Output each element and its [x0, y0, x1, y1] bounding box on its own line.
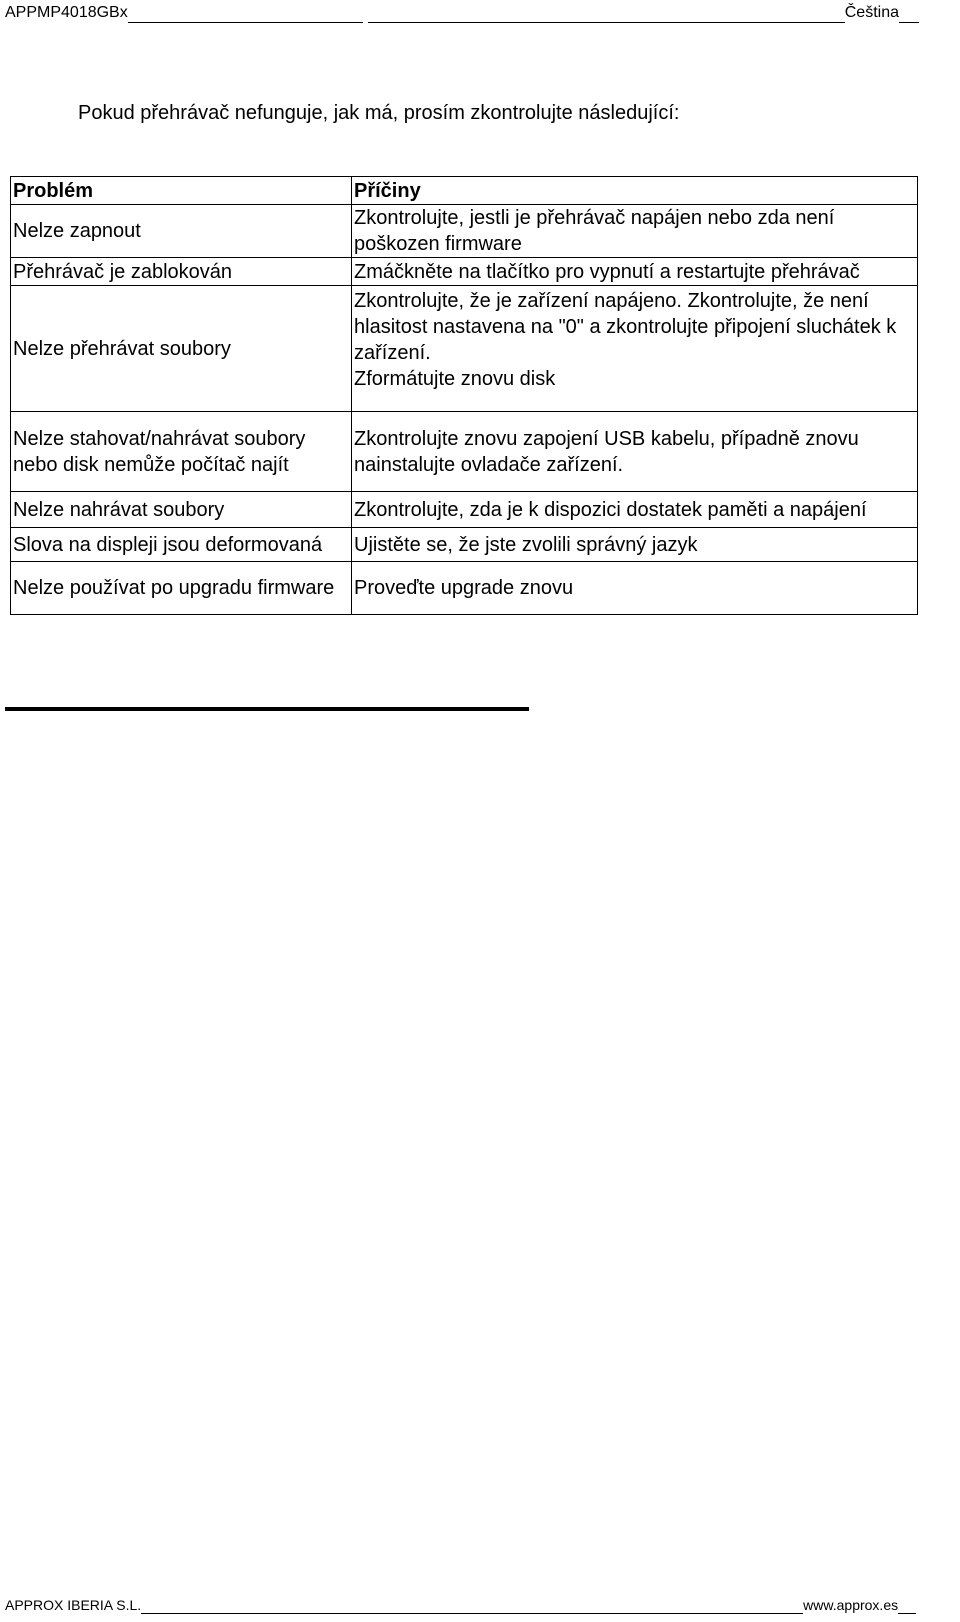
problem-cell: Nelze nahrávat soubory: [11, 492, 352, 528]
header-rule: [899, 7, 919, 23]
language-label: Čeština: [844, 4, 899, 21]
cause-cell: [352, 286, 918, 412]
problem-cell: Nelze zapnout: [11, 205, 352, 258]
table-row: [11, 258, 918, 286]
cause-cell: [352, 492, 918, 528]
column-header-problem: Problém: [11, 177, 352, 205]
cause-text: Zformátujte znovu disk: [354, 368, 556, 390]
table-row: [11, 286, 918, 412]
cause-text: Zkontrolujte, že je zařízení napájeno. Zkontrolujte, že není hlasitost nastavena na "0" a zkontrolujte připojení sluchátek k zařízení.: [354, 290, 897, 364]
problem-cell: Nelze stahovat/nahrávat soubory nebo disk nemůže počítač najít: [11, 412, 352, 492]
header-rule: [128, 7, 363, 23]
company-name: APPROX IBERIA S.L.: [5, 1597, 142, 1613]
cause-cell: [352, 528, 918, 562]
cause-text: Ujistěte se, že jste zvolili správný jazyk: [354, 533, 698, 556]
intro-text: Pokud přehrávač nefunguje, jak má, prosím zkontrolujte následující:: [78, 102, 680, 124]
footer-rule: [898, 1600, 916, 1614]
company-website: www.approx.es: [803, 1597, 899, 1613]
problem-cell: Nelze přehrávat soubory: [11, 286, 352, 412]
cause-cell: [352, 412, 918, 492]
table-header-row: [11, 177, 918, 205]
cause-text: Zkontrolujte, jestli je přehrávač napájen nebo zda není poškozen firmware: [354, 207, 835, 255]
cause-text: Zkontrolujte znovu zapojení USB kabelu, případně znovu nainstalujte ovladače zařízení.: [354, 427, 859, 476]
problem-cell: Slova na displeji jsou deformovaná: [11, 528, 352, 562]
footer-rule: [141, 1600, 803, 1614]
cause-text: Zkontrolujte, zda je k dispozici dostatek paměti a napájení: [354, 498, 867, 521]
section-divider: [5, 707, 529, 711]
table-row: [11, 492, 918, 528]
table-row: [11, 562, 918, 615]
header-rule: [368, 7, 845, 23]
page-header: [5, 3, 955, 23]
problem-cell: Přehrávač je zablokován: [11, 258, 352, 286]
troubleshooting-table: [10, 176, 918, 615]
page-footer: [5, 1596, 955, 1614]
table-row: [11, 412, 918, 492]
problem-cell: Nelze používat po upgradu firmware: [11, 562, 352, 615]
table-row: [11, 528, 918, 562]
cause-text: Zmáčkněte na tlačítko pro vypnutí a restartujte přehrávač: [354, 260, 860, 283]
model-number: APPMP4018GBx: [5, 4, 128, 21]
cause-cell: [352, 205, 918, 258]
table-row: [11, 205, 918, 258]
cause-text: Proveďte upgrade znovu: [354, 577, 574, 599]
cause-cell: [352, 562, 918, 615]
cause-cell: [352, 258, 918, 286]
column-header-cause: Příčiny: [352, 177, 918, 205]
